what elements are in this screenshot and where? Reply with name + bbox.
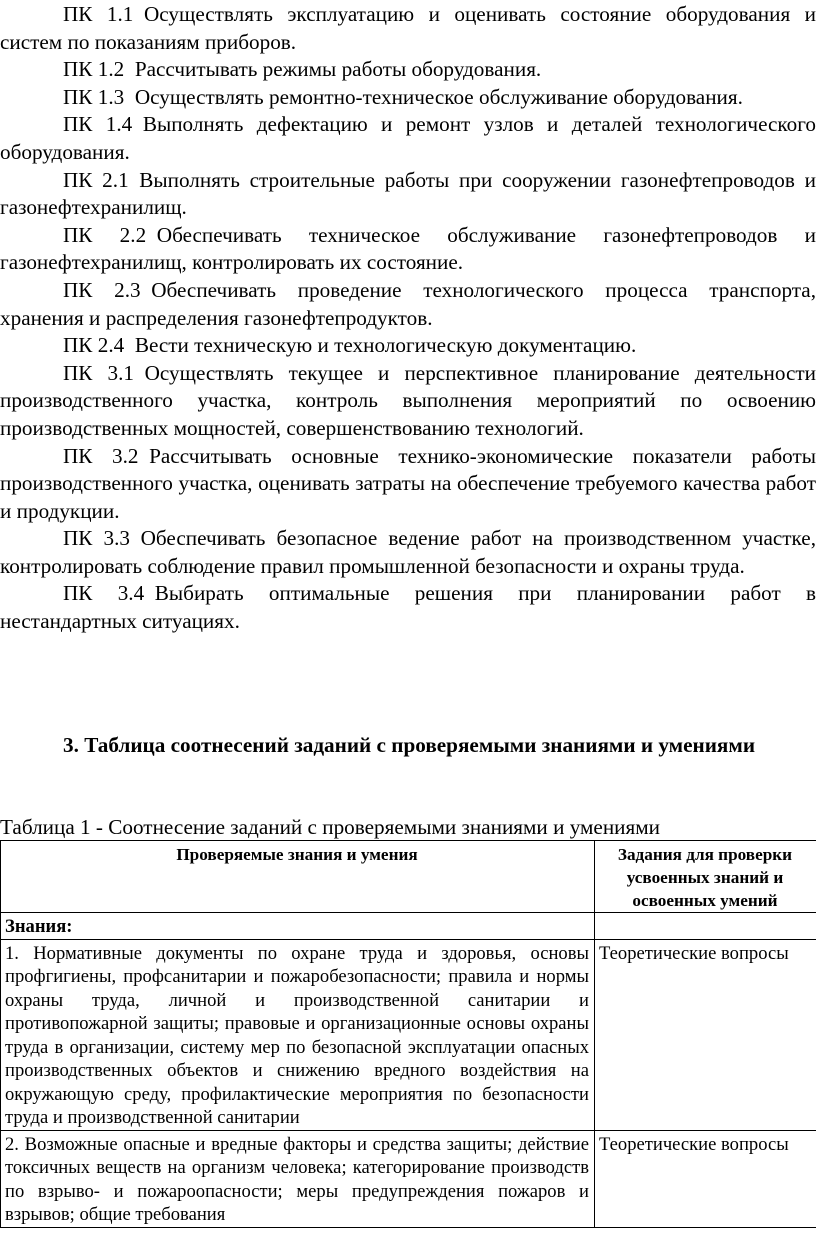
competency-code: ПК 1.1: [63, 2, 134, 26]
competency-item: [0, 111, 816, 166]
competency-text: Рассчитывать режимы работы оборудования.: [134, 57, 542, 82]
competency-item: [0, 525, 816, 580]
competency-item: [0, 580, 816, 635]
competency-code: ПК 1.4: [63, 112, 133, 137]
section-heading: 3. Таблица соотнесений заданий с проверяемыми знаниями и умениями: [63, 733, 756, 757]
competency-item: [0, 84, 816, 112]
table-row: [1, 939, 816, 1130]
competency-text: Обеспечивать проведение технологического процесса транспорта, хранения и распределения газонефтепродуктов.: [0, 277, 816, 330]
skill-cell: 2. Возможные опасные и вредные факторы и средства защиты; действие токсичных веществ на организм человека; категорирование производств по взрыво- и пожароопасности; меры предупреждения пожаров и взрывов; общие требования: [1, 1130, 595, 1227]
competency-code: ПК 2.2: [63, 222, 147, 247]
skills-table: [0, 840, 816, 1228]
competency-code: ПК 3.2: [63, 443, 139, 468]
header-tasks: Задания для проверки усвоенных знаний и освоенных умений: [595, 841, 816, 913]
competency-code: ПК 1.3: [63, 84, 125, 109]
empty-cell: [595, 913, 816, 940]
competency-text: Осуществлять ремонтно-техническое обслуживание оборудования.: [134, 84, 743, 109]
competency-item: [0, 56, 816, 84]
competency-item: [0, 222, 816, 277]
competency-item: [0, 360, 816, 443]
task-cell: Теоретические вопросы: [595, 1130, 816, 1227]
table-header-row: [1, 841, 816, 913]
header-skills: Проверяемые знания и умения: [1, 841, 595, 913]
competency-text: Выполнять дефектацию и ремонт узлов и деталей технологического оборудования.: [0, 112, 816, 164]
competency-text: Осуществлять текущее и перспективное планирование деятельности производственного участка, контроль выполнения мероприятий по освоению производственных мощностей, совершенствованию технологий.: [0, 360, 816, 440]
competency-item: [0, 332, 816, 360]
competency-item: [0, 443, 816, 526]
table-caption: Таблица 1 - Соотнесение заданий с проверяемыми знаниями и умениями: [0, 815, 660, 839]
competency-code: ПК 3.1: [63, 360, 135, 385]
skill-cell: 1. Нормативные документы по охране труда и здоровья, основы профгигиены, профсанитарии и пожаробезопасности; правила и нормы охраны труда, личной и производственной санитарии и противопожарной защиты; правовые и организационные основы охраны труда в организации, систему мер по безопасной эксплуатации опасных производственных объектов и снижению вредного воздействия на окружающую среду, профилактические мероприятия по безопасности труда и производственной санитарии: [1, 939, 595, 1130]
table-section-row: [1, 913, 816, 940]
competency-code: ПК 3.4: [63, 581, 145, 606]
competency-text: Вести техническую и технологическую документацию.: [134, 333, 637, 358]
competency-text: Рассчитывать основные технико-экономические показатели работы производственного участка, оценивать затраты на обеспечение требуемого качества работ и продукции.: [0, 443, 816, 523]
competency-text: Выбирать оптимальные решения при планировании работ в нестандартных ситуациях.: [0, 581, 816, 634]
competency-text: Обеспечивать безопасное ведение работ на производственном участке, контролировать соблюдение правил промышленной безопасности и охраны труда.: [0, 526, 816, 578]
task-cell: Теоретические вопросы: [595, 939, 816, 1130]
table-row: [1, 1130, 816, 1227]
competency-code: ПК 2.3: [63, 277, 141, 302]
competency-item: [0, 277, 816, 332]
competency-item: [0, 1, 816, 56]
competency-list: [0, 1, 816, 636]
competency-text: Осуществлять эксплуатацию и оценивать состояние оборудования и систем по показаниям приборов.: [0, 2, 816, 54]
competency-item: [0, 167, 816, 222]
competency-text: Выполнять строительные работы при сооружении газонефтепроводов и газонефтехранилищ.: [0, 167, 816, 220]
competency-code: ПК 1.2: [63, 57, 125, 82]
competency-code: ПК 3.3: [63, 526, 131, 551]
competency-text: Обеспечивать техническое обслуживание газонефтепроводов и газонефтехранилищ, контролировать их состояние.: [0, 222, 816, 275]
competency-code: ПК 2.4: [63, 333, 125, 358]
competency-code: ПК 2.1: [63, 167, 129, 192]
section-label: Знания:: [1, 913, 595, 940]
